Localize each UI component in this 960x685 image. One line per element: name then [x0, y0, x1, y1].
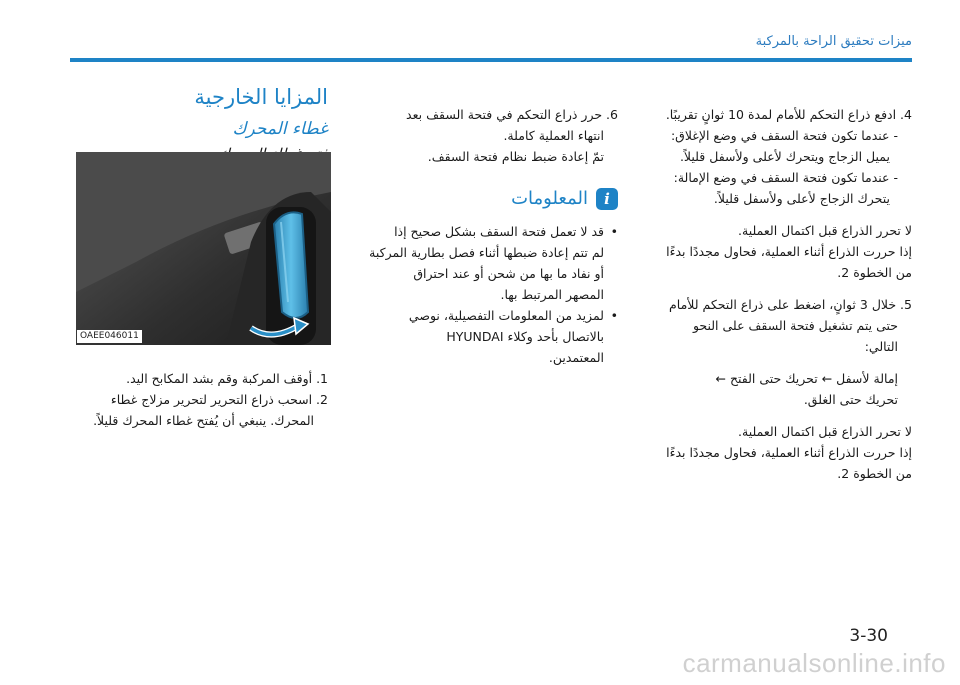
warning-2-line-2: إذا حررت الذراع أثناء العملية، فحاول مجددًا بدءًا	[666, 445, 912, 460]
sequence-line-1: إمالة لأسفل ← تحريك حتى الفتح ←	[715, 371, 898, 386]
info-icon: i	[596, 188, 618, 210]
note-1-line-3: أو نفاد ما بها من شحن أو عند احتراق	[413, 266, 604, 281]
step-2-line-2: المحرك. ينبغي أن يُفتح غطاء المحرك قليلاً.	[93, 413, 314, 428]
warning-2-line-3: من الخطوة 2.	[837, 466, 912, 481]
note-2	[348, 305, 618, 368]
note-1-line-1: • قد لا تعمل فتحة السقف بشكل صحيح إذا	[394, 224, 604, 239]
warning-2-line-1: لا تحرر الذراع قبل اكتمال العملية.	[738, 424, 912, 439]
step-2-line-1: 2. اسحب ذراع التحرير لتحرير مزلاج غطاء	[110, 392, 328, 407]
step-5-line-1: 5. خلال 3 ثوانٍ، اضغط على ذراع التحكم للأمام	[669, 297, 912, 312]
warning-1-line-1: لا تحرر الذراع قبل اكتمال العملية.	[738, 223, 912, 238]
watermark: carmanualsonline.info	[682, 648, 946, 678]
bullet-close-desc: يميل الزجاج ويتحرك لأعلى ولأسفل قليلاً.	[679, 149, 890, 164]
step-5-line-2: حتى يتم تشغيل فتحة السقف على النحو	[692, 318, 898, 333]
sequence-line-2: تحريك حتى الغلق.	[803, 392, 898, 407]
step-1: 1. أوقف المركبة وقم بشد المكابح اليد.	[126, 371, 328, 386]
note-2-line-1: • لمزيد من المعلومات التفصيلية، نوصي	[408, 308, 604, 323]
notes-heading	[348, 187, 618, 211]
warning-1-line-3: من الخطوة 2.	[837, 265, 912, 280]
note-2-line-3: المعتمدين.	[548, 350, 604, 365]
note-1	[348, 221, 618, 305]
image-code: OAEE046011	[77, 330, 142, 343]
section-title: المزايا الخارجية	[194, 85, 328, 109]
step-6-line-1: 6. حرر ذراع التحكم في فتحة السقف بعد	[406, 107, 618, 122]
step-6-line-2: انتهاء العملية كاملة.	[503, 128, 604, 143]
step-6-line-3: تمّ إعادة ضبط نظام فتحة السقف.	[427, 149, 604, 164]
warning-1-line-2: إذا حررت الذراع أثناء العملية، فحاول مجددًا بدءًا	[666, 244, 912, 259]
page-number: 3-30	[849, 626, 888, 646]
hood-release-photo	[76, 152, 331, 345]
note-2-line-2: بالاتصال بأحد وكلاء HYUNDAI	[446, 329, 604, 344]
note-1-line-4: المصهر المرتبط بها.	[500, 287, 604, 302]
right-column	[650, 104, 912, 484]
middle-column	[348, 104, 618, 368]
header-title: ميزات تحقيق الراحة بالمركبة	[755, 34, 912, 49]
left-steps	[66, 368, 328, 431]
step-5-line-3: التالي:	[864, 339, 898, 354]
bullet-close: - عندما تكون فتحة السقف في وضع الإغلاق:	[670, 128, 898, 143]
bullet-open-desc: يتحرك الزجاج لأعلى ولأسفل قليلاً.	[713, 191, 890, 206]
hood-release-illustration	[76, 152, 331, 345]
header-rule	[70, 58, 912, 62]
note-1-line-2: لم تتم إعادة ضبطها أثناء فصل بطارية المركبة	[369, 245, 604, 260]
bullet-open: - عندما تكون فتحة السقف في وضع الإمالة:	[673, 170, 898, 185]
notes-title: المعلومات	[511, 188, 588, 209]
step-4: 4. ادفع ذراع التحكم للأمام لمدة 10 ثوانٍ تقريبًا.	[665, 107, 912, 122]
subtitle: غطاء المحرك	[232, 119, 328, 139]
